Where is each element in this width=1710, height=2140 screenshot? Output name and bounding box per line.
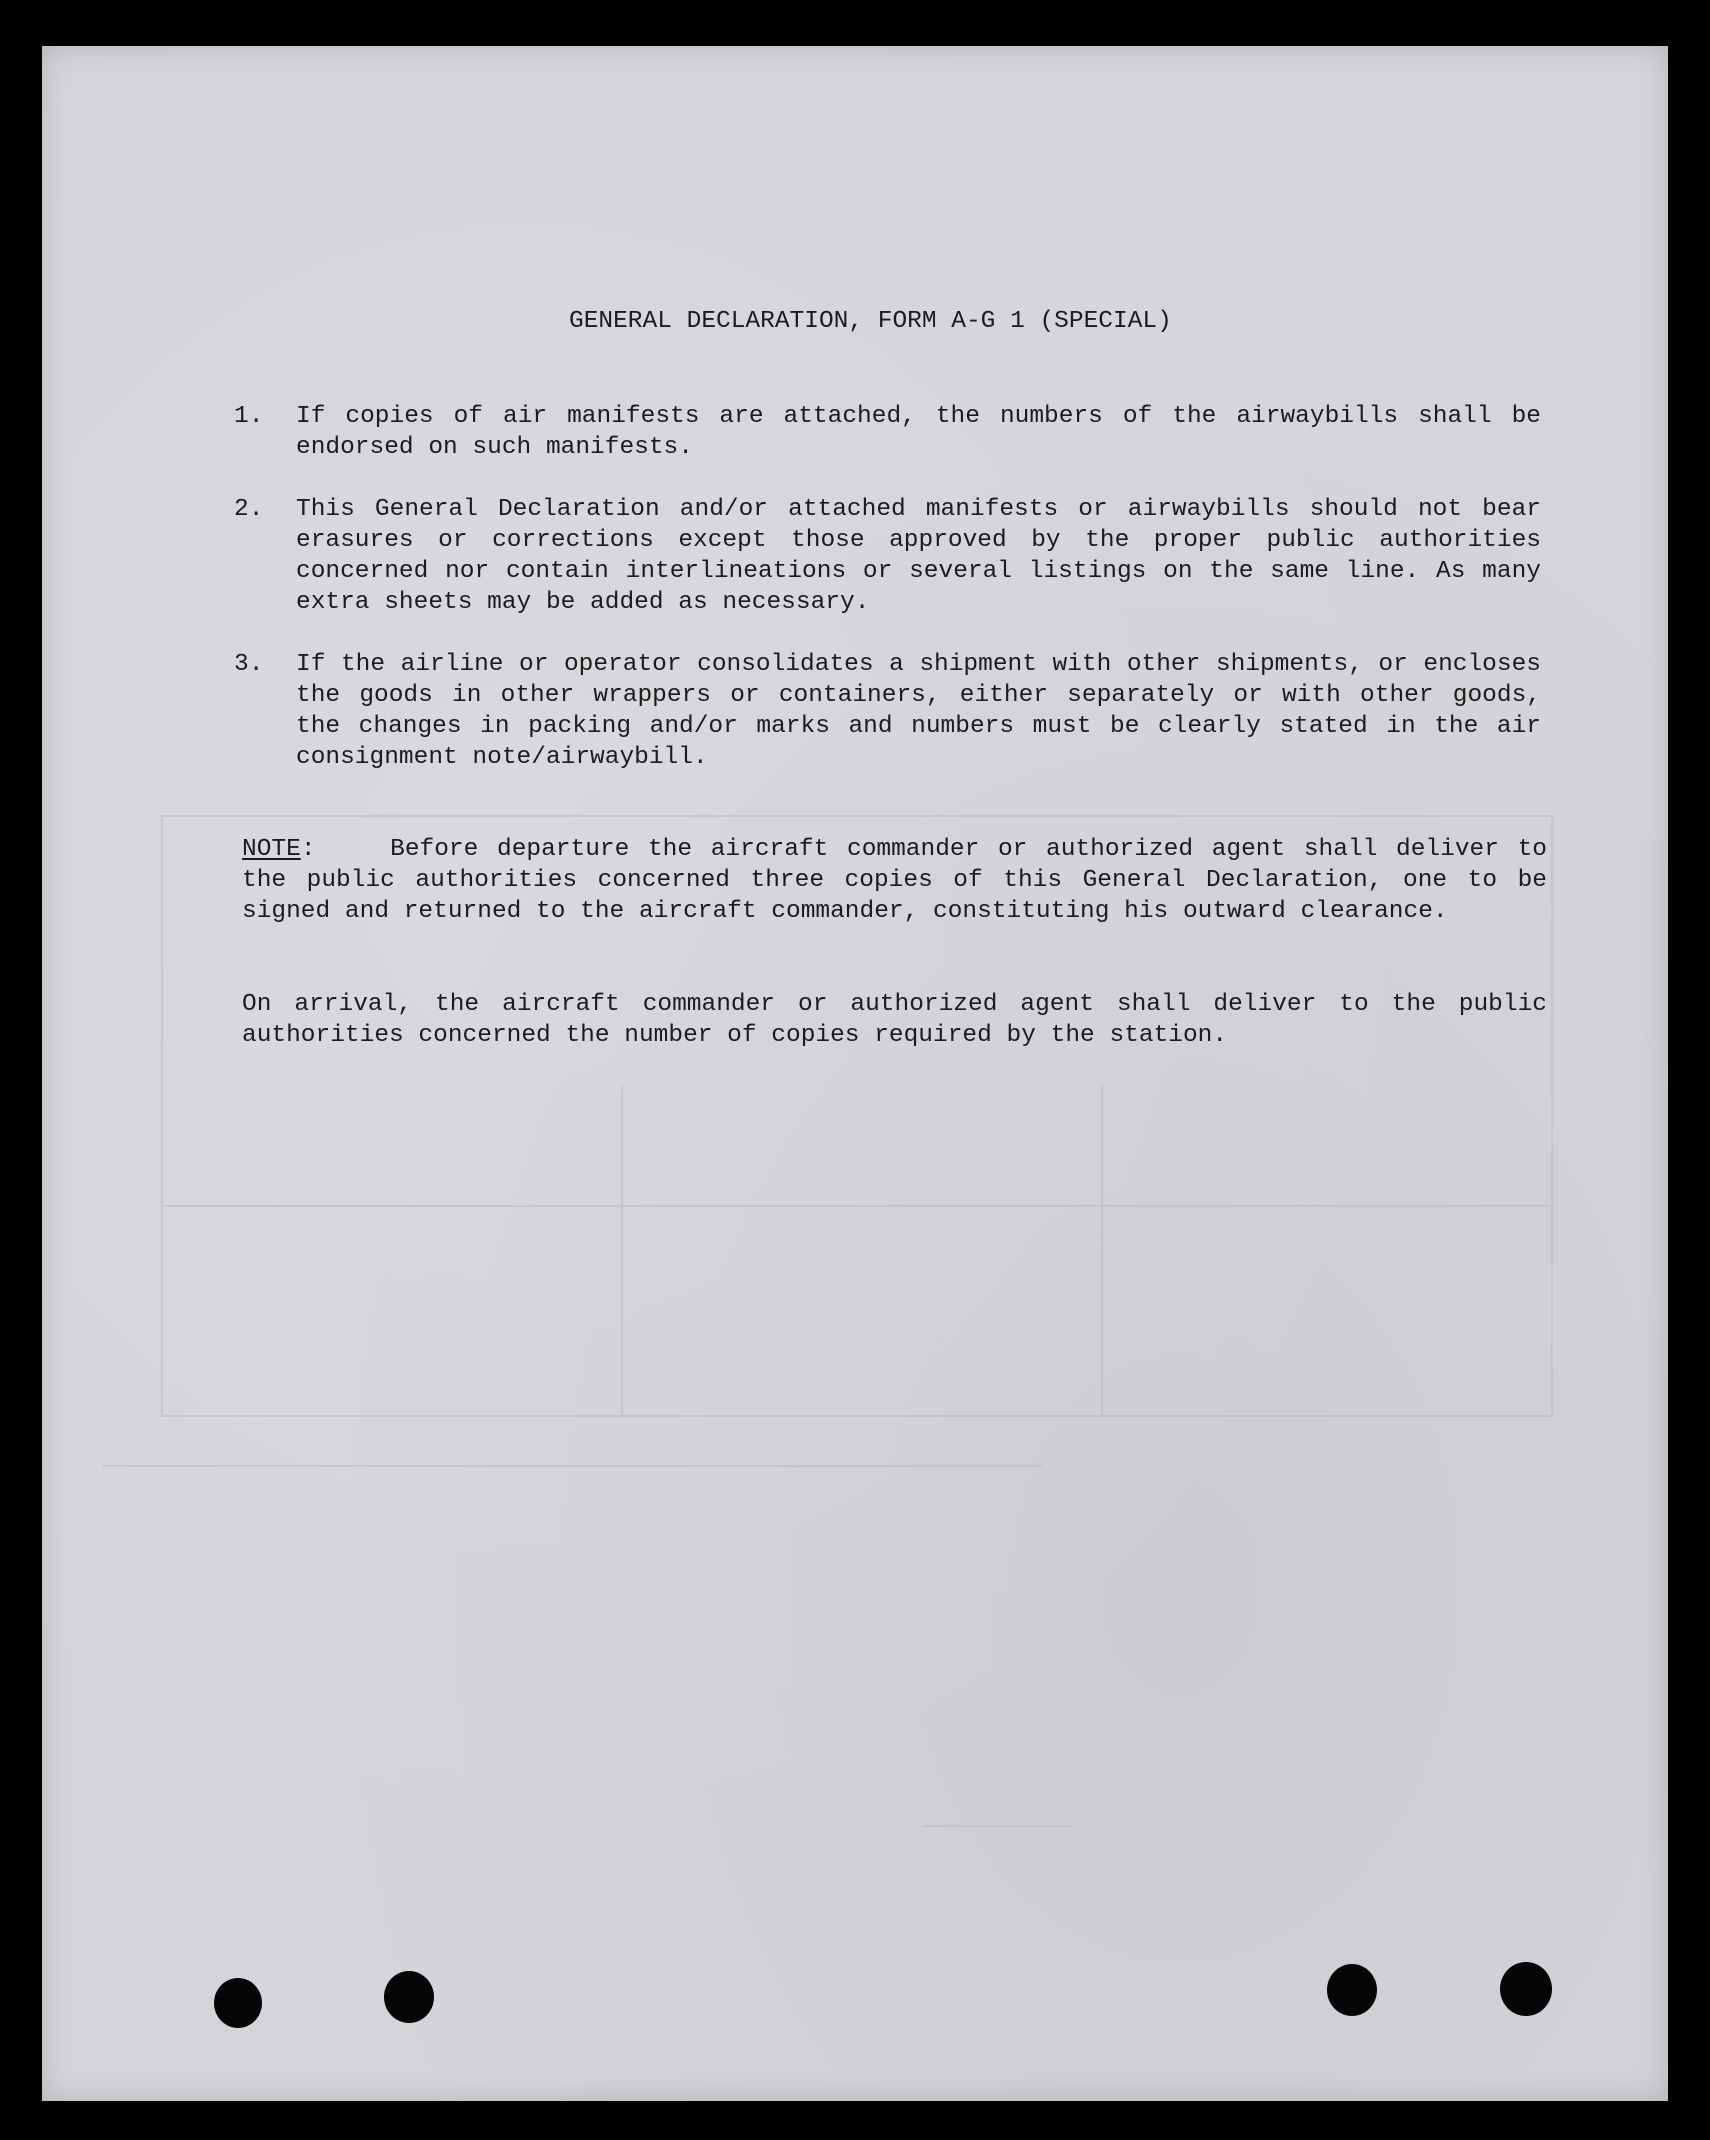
document-title: GENERAL DECLARATION, FORM A-G 1 (SPECIAL) <box>569 308 1172 335</box>
item-number: 2. <box>234 496 264 523</box>
item-number: 3. <box>234 651 264 678</box>
item-text: If copies of air manifests are attached, the numbers of the airwaybills shall be endorsed on such manifests. <box>296 403 1541 461</box>
note-text: Before departure the aircraft commander or authorized agent shall deliver to the public authorities concerned three copies of this General Declaration, one to be signed and returned to the aircraft commander, constituting his outward clearance. <box>242 836 1547 925</box>
punch-hole-right-1 <box>1327 1964 1377 2016</box>
punch-hole-left-2 <box>384 1971 434 2023</box>
punch-hole-right-2 <box>1500 1962 1552 2016</box>
note-colon: : <box>300 836 316 863</box>
punch-hole-left-1 <box>214 1978 262 2028</box>
note-paragraph <box>242 834 1547 927</box>
item-text: If the airline or operator consolidates a shipment with other shipments, or encloses the goods in other wrappers or containers, either separately or with other goods, the changes in packing and/or marks and numbers must be clearly stated in the air consignment note/airwaybill. <box>296 651 1541 771</box>
item-number: 1. <box>234 403 264 430</box>
note-label: NOTE <box>242 836 301 863</box>
document-page <box>42 46 1668 2101</box>
arrival-paragraph: On arrival, the aircraft commander or authorized agent shall deliver to the public authorities concerned the number of copies required by the station. <box>242 991 1547 1049</box>
bleed-through-marks <box>42 46 1668 2101</box>
item-text: This General Declaration and/or attached manifests or airwaybills should not bear erasures or corrections except those approved by the proper public authorities concerned nor contain interlineations or several listings on the same line. As many extra sheets may be added as necessary. <box>296 496 1541 616</box>
